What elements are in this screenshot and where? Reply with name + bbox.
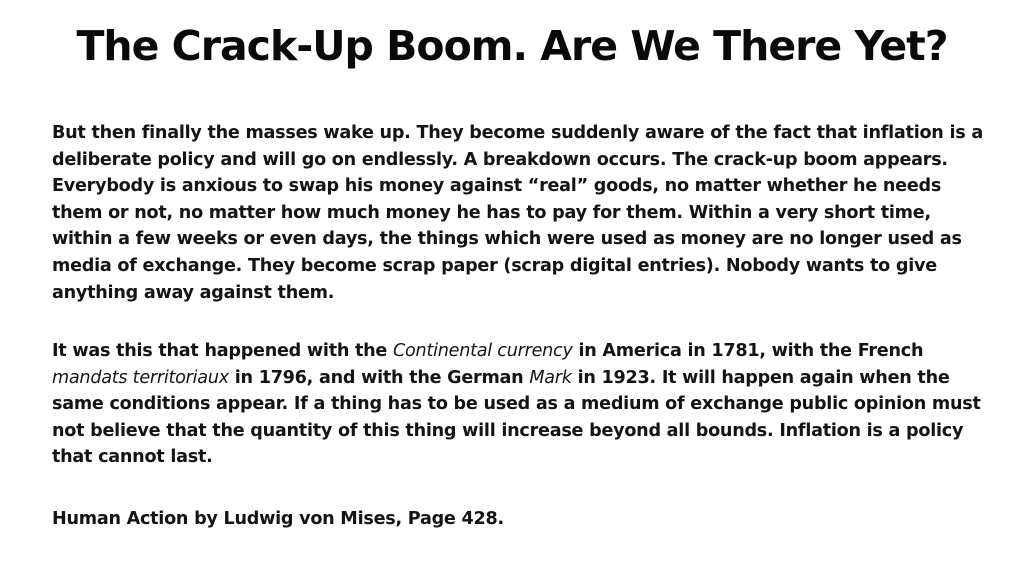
paragraph-2-text-3: in 1796, and with the German xyxy=(228,367,530,388)
quote-paragraph-2 xyxy=(52,338,992,471)
slide-title: The Crack-Up Boom. Are We There Yet? xyxy=(76,22,948,70)
italic-mandats-territoriaux: mandats territoriaux xyxy=(52,367,229,388)
italic-continental-currency: Continental currency xyxy=(393,341,573,361)
paragraph-2-text-4: in 1923. It will happen again when the same conditions appear. If a thing has to be used as a medium of exchange public opinion must not believe that the quantity of this thing will increase beyond all bounds. Inflation is a policy that cannot last. xyxy=(52,367,981,468)
citation: Human Action by Ludwig von Mises, Page 428. xyxy=(52,509,504,529)
paragraph-2-text-1: It was this that happened with the xyxy=(52,341,393,361)
paragraph-2-text-2: in America in 1781, with the French xyxy=(572,341,924,361)
italic-mark: Mark xyxy=(529,367,572,388)
quote-paragraph-1: But then finally the masses wake up. They become suddenly aware of the fact that inflation is a deliberate policy and will go on endlessly. A breakdown occurs. The crack-up boom appears. Everybody is anxious to swap his money against “real” goods, no matter whether he needs them or not, no matter how much money he has to pay for them. Within a very short time, within a few weeks or even days, the things which were used as money are no longer used as media of exchange. They become scrap paper (scrap digital entries). Nobody wants to give anything away against them. xyxy=(52,123,983,303)
